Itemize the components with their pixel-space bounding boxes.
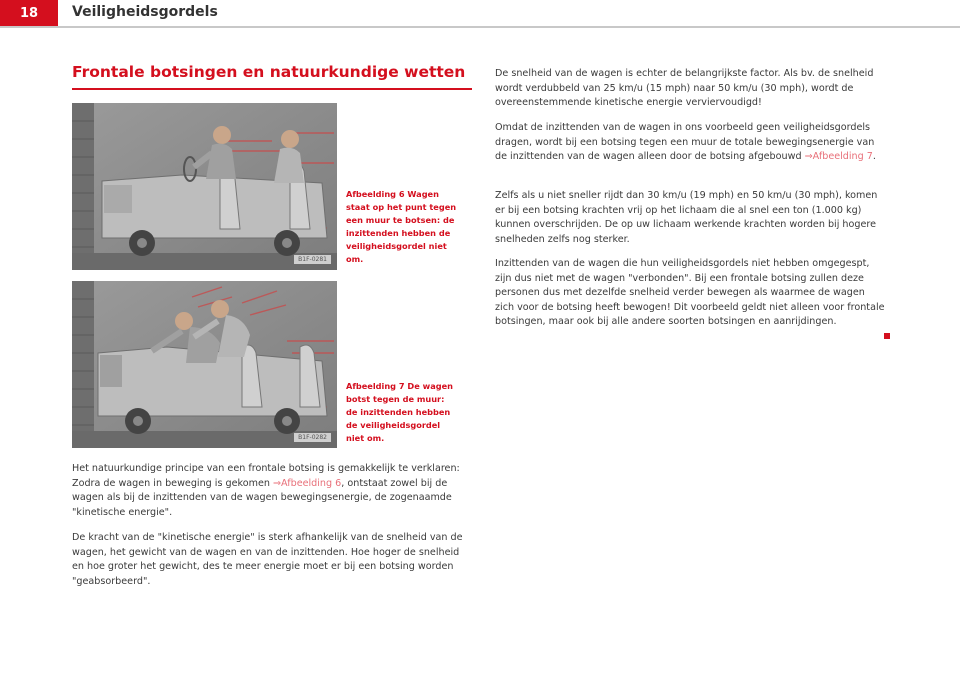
chapter-title: Veiligheidsgordels	[72, 4, 218, 20]
section-divider	[72, 88, 472, 90]
figure-6-reference-link[interactable]: ⇒Afbeelding 6	[272, 477, 342, 489]
car-approaching-wall-illustration	[72, 103, 337, 270]
figure-6-caption: Afbeelding 6 Wagen staat op het punt tegen een muur te botsen: de inzittenden hebben de veiligheidsgordel niet om.	[346, 189, 457, 264]
left-paragraph-2: De kracht van de "kinetische energie" is sterk afhankelijk van de snelheid van de wagen, het gewicht van de wagen en van de inzittenden. Hoe hoger de snelheid en hoe groter het gewicht, des te meer energie moet er bij een botsing worden "geabsorbeerd".	[72, 532, 463, 587]
right-paragraph-2-text-a: Omdat de inzittenden van de wagen in ons voorbeeld geen veiligheidsgordels dragen, wordt bij een botsing tegen een muur de totale bewegingsenergie van de inzittenden van de wagen alleen door de botsing afgebouwd	[495, 122, 875, 162]
page-number: 18	[0, 0, 58, 26]
figure-6-illustration	[72, 103, 337, 270]
figure-code: B1F-0282	[294, 433, 331, 442]
right-paragraph-1: De snelheid van de wagen is echter de belangrijkste factor. Als bv. de snelheid wordt verdubbeld van 25 km/u (15 mph) naar 50 km/u (30 mph), wordt de overeenstemmende kinetische energie verviervoudigd!	[495, 68, 874, 108]
figure-code: B1F-0281	[294, 255, 331, 264]
right-paragraph-4: Inzittenden van de wagen die hun veiligheidsgordels niet hebben omgegespt, zijn dus niet met de wagen "verbonden". Bij een frontale botsing zullen deze personen dus met dezelfde snelheid verder bewegen als waarmee de wagen zich voor de botsing heeft bewogen! Dit voorbeeld geldt niet alleen voor frontale botsingen, maar ook bij alle andere soorten botsingen en aanrijdingen.	[495, 258, 885, 327]
section-end-marker	[884, 333, 890, 339]
figure-7-illustration	[72, 281, 337, 448]
figure-7-reference-link[interactable]: ⇒Afbeelding 7	[804, 151, 873, 162]
right-paragraph-2	[495, 121, 885, 165]
left-paragraph-1-text-a: Het natuurkundige principe van een frontale botsing is gemakkelijk te verklaren: Zodra de wagen in beweging is gekomen	[72, 463, 460, 489]
header-divider	[0, 26, 960, 28]
right-paragraph-3: Zelfs als u niet sneller rijdt dan 30 km/u (19 mph) en 50 km/u (30 mph), komen er bij een botsing krachten vrij op het lichaam die al snel een ton (1.000 kg) kunnen overschrijden. De op uw lichaam werkende krachten worden bij hogere snelheden zelfs nog sterker.	[495, 190, 878, 245]
figure-7-caption: Afbeelding 7 De wagen botst tegen de muur: de inzittenden hebben de veiligheidsgordel niet om.	[346, 381, 453, 443]
left-paragraph-1-text-b: , ontstaat zowel bij de wagen als bij de inzittenden van de wagen bewegingsenergie, de zogenaamde "kinetische energie".	[72, 477, 452, 518]
right-paragraph-2-text-b: .	[872, 151, 876, 162]
car-hitting-wall-illustration	[72, 281, 337, 448]
left-paragraph-1	[72, 462, 464, 520]
section-title: Frontale botsingen en natuurkundige wetten	[72, 63, 466, 81]
